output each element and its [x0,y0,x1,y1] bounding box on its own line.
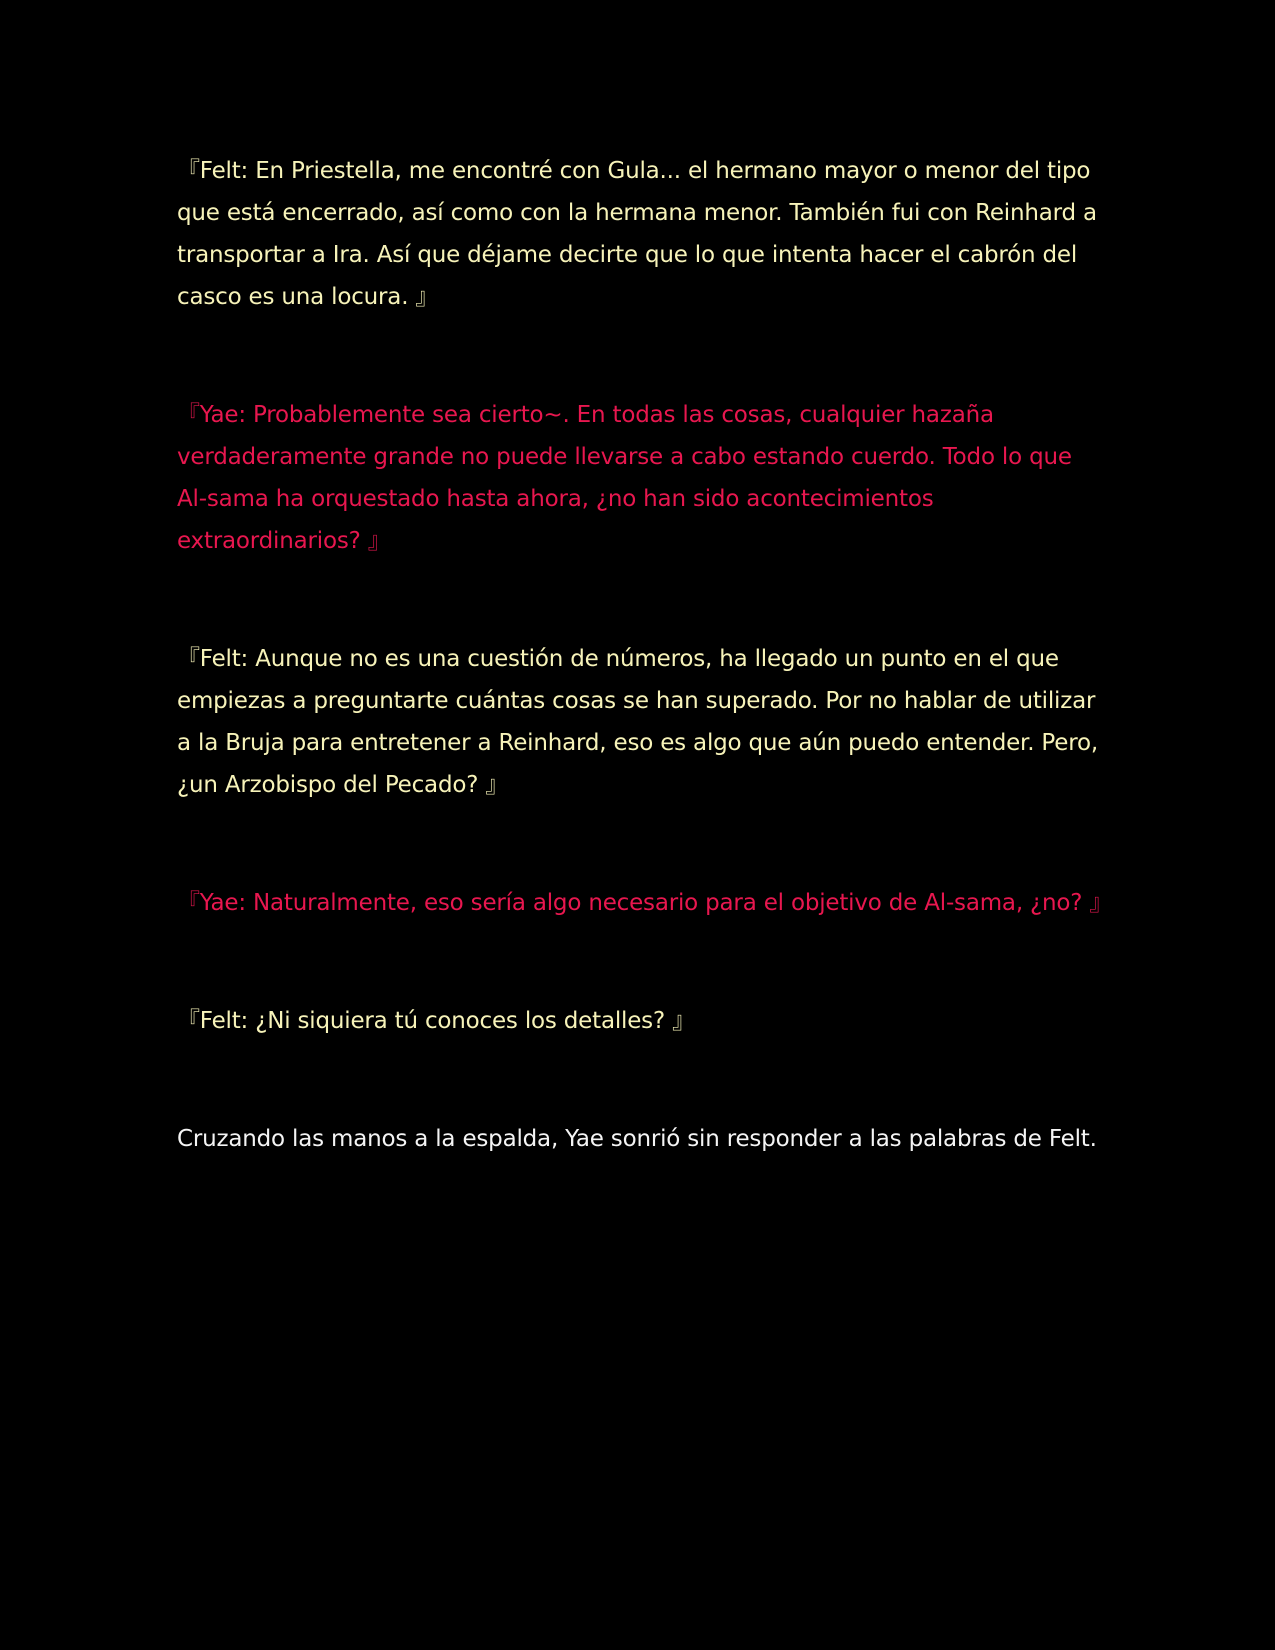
dialogue-yae-2: 『Yae: Naturalmente, eso sería algo necesario para el objetivo de Al-sama, ¿no? 』 [177,890,1113,916]
narration-paragraph: Cruzando las manos a la espalda, Yae sonrió sin responder a las palabras de Felt. [177,1126,1097,1152]
document-page [177,150,1113,1236]
dialogue-felt-1: 『Felt: En Priestella, me encontré con Gula... el hermano mayor o menor del tipo que está encerrado, así como con la hermana menor. También fui con Reinhard a transportar a Ira. Así que déjame decirte que lo que intenta hacer el cabrón del casco es una locura. 』 [177,158,1097,310]
dialogue-felt-3: 『Felt: ¿Ni siquiera tú conoces los detalles? 』 [177,1008,695,1034]
dialogue-yae-1: 『Yae: Probablemente sea cierto~. En todas las cosas, cualquier hazaña verdaderamente grande no puede llevarse a cabo estando cuerdo. Todo lo que Al-sama ha orquestado hasta ahora, ¿no han sido acontecimientos extraordinarios? 』 [177,402,1072,554]
dialogue-felt-2: 『Felt: Aunque no es una cuestión de números, ha llegado un punto en el que empiezas a preguntarte cuántas cosas se han superado. Por no hablar de utilizar a la Bruja para entretener a Reinhard, eso es algo que aún puedo entender. Pero, ¿un Arzobispo del Pecado? 』 [177,646,1098,798]
